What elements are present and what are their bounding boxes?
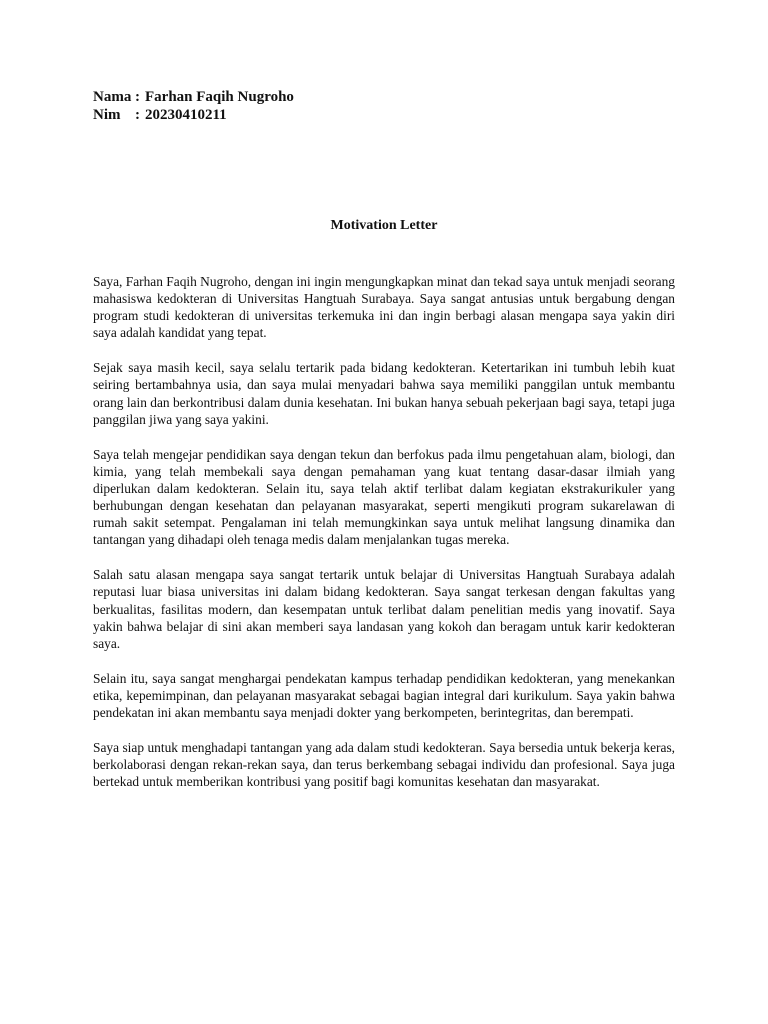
name-separator: : <box>135 89 140 105</box>
name-value: Farhan Faqih Nugroho <box>145 89 294 105</box>
paragraph-intro: Saya, Farhan Faqih Nugroho, dengan ini ingin mengungkapkan minat dan tekad saya untuk menjadi seorang mahasiswa kedokteran di Universitas Hangtuah Surabaya. Saya sangat antusias untuk bergabung dengan program studi kedokteran di universitas terkemuka ini dan ingin berbagi alasan mengapa saya yakin diri saya adalah kandidat yang tepat. <box>93 274 675 341</box>
paragraph-education: Saya telah mengejar pendidikan saya dengan tekun dan berfokus pada ilmu pengetahuan alam, biologi, dan kimia, yang telah membekali saya dengan pemahaman yang kuat tentang dasar-dasar ilmiah yang diperlukan dalam kedokteran. Selain itu, saya telah aktif terlibat dalam kegiatan ekstrakurikuler yang berhubungan dengan kesehatan dan pelayanan masyarakat, seperti mengikuti program sukarelawan di rumah sakit setempat. Pengalaman ini telah memungkinkan saya untuk melihat langsung dinamika dan tantangan yang dihadapi oleh tenaga medis dalam menjalankan tugas mereka. <box>93 446 675 548</box>
paragraph-closing: Saya siap untuk menghadapi tantangan yang ada dalam studi kedokteran. Saya bersedia untuk bekerja keras, berkolaborasi dengan rekan-rekan saya, dan terus berkembang sebagai individu dan profesional. Saya juga bertekad untuk memberikan kontribusi yang positif bagi komunitas kesehatan dan masyarakat. <box>93 740 675 790</box>
nim-separator: : <box>135 107 140 123</box>
student-info-header <box>93 88 294 124</box>
paragraph-campus-approach: Selain itu, saya sangat menghargai pendekatan kampus terhadap pendidikan kedokteran, yang menekankan etika, kepemimpinan, dan pelayanan masyarakat sebagai bagian integral dari kurikulum. Saya yakin bahwa pendekatan ini akan membantu saya menjadi dokter yang berkompeten, berintegritas, dan berempati. <box>93 670 675 720</box>
document-title: Motivation Letter <box>330 218 438 233</box>
name-label: Nama <box>93 89 132 105</box>
nim-value: 20230410211 <box>145 107 227 123</box>
paragraph-childhood-interest: Sejak saya masih kecil, saya selalu tertarik pada bidang kedokteran. Ketertarikan ini tumbuh lebih kuat seiring bertambahnya usia, dan saya mulai menyadari bahwa saya memiliki panggilan untuk membantu orang lain dan berkontribusi dalam dunia kesehatan. Ini bukan hanya sebuah pekerjaan bagi saya, tetapi juga panggilan jiwa yang saya yakini. <box>93 360 675 427</box>
nim-label: Nim <box>93 107 121 123</box>
paragraph-university-reason: Salah satu alasan mengapa saya sangat tertarik untuk belajar di Universitas Hangtuah Surabaya adalah reputasi luar biasa universitas ini dalam bidang kedokteran. Saya sangat terkesan dengan fakultas yang berkualitas, fasilitas modern, dan kesempatan untuk terlibat dalam penelitian medis yang inovatif. Saya yakin bahwa belajar di sini akan memberi saya landasan yang kokoh dan beragam untuk karir kedokteran saya. <box>93 567 675 651</box>
letter-body <box>93 273 675 808</box>
name-row <box>93 88 294 106</box>
nim-row <box>93 106 294 124</box>
